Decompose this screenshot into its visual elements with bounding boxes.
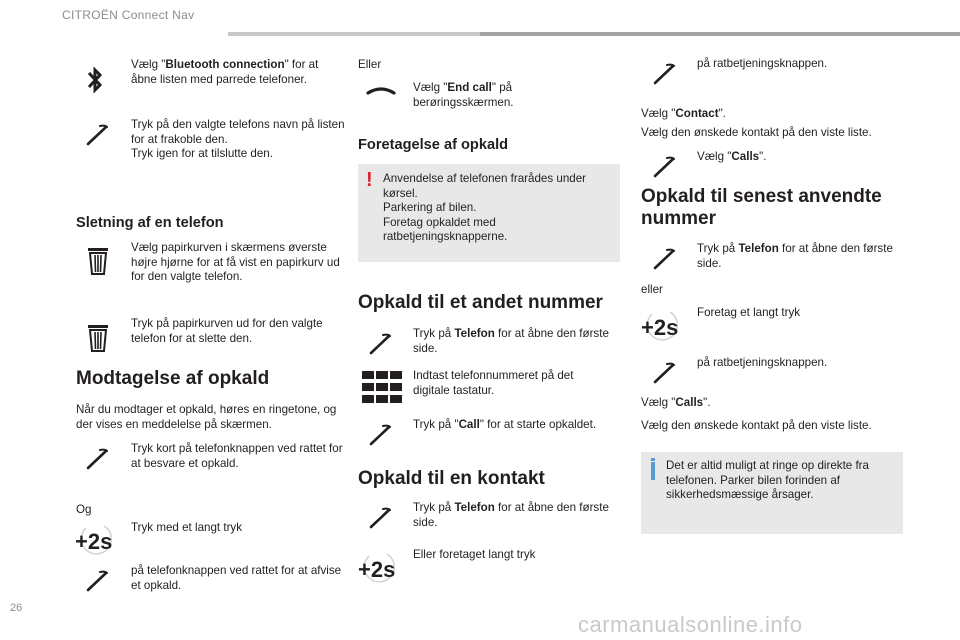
col3-p9: Vælg den ønskede kontakt på den viste liste. bbox=[641, 419, 872, 432]
tap-icon bbox=[369, 333, 393, 355]
header-rule-dark bbox=[480, 32, 960, 36]
warning-mark: ! bbox=[366, 169, 373, 191]
col1-p6: Tryk kort på telefonknappen ved rattet for at besvare et opkald. bbox=[131, 442, 343, 470]
tap-icon bbox=[86, 448, 110, 470]
col3-p5: Tryk på Telefon for at åbne den første side. bbox=[697, 242, 893, 270]
col2-p2: Tryk på Telefon for at åbne den første side. bbox=[413, 327, 609, 355]
col2-p1: Vælg "End call" på berøringsskærmen. bbox=[413, 81, 514, 109]
col1-p2: Tryk på den valgte telefons navn på listen for at frakoble den. Tryk igen for at tilslutte den. bbox=[131, 118, 345, 161]
bluetooth-icon bbox=[84, 64, 106, 96]
end-call-icon bbox=[365, 84, 397, 98]
long-press-2s-icon bbox=[74, 522, 120, 556]
col3-p6: Foretag et langt tryk bbox=[697, 306, 801, 319]
tap-icon bbox=[369, 507, 393, 529]
info-dot bbox=[651, 458, 655, 461]
col1-p5: Når du modtager et opkald, høres en ringetone, og der vises en meddelelse på skærmen. bbox=[76, 403, 337, 431]
tap-icon bbox=[653, 248, 677, 270]
svg-text:+2s: +2s bbox=[641, 315, 679, 340]
col1-p1: Vælg "Bluetooth connection" for at åbne listen med parrede telefoner. bbox=[131, 58, 319, 86]
col3-p3: Vælg den ønskede kontakt på den viste liste. bbox=[641, 126, 872, 139]
col3-p1: på ratbetjeningsknappen. bbox=[697, 57, 828, 70]
svg-text:+2s: +2s bbox=[75, 529, 113, 554]
warning-text: Anvendelse af telefonen frarådes under kørsel. Parkering af bilen. Foretag opkaldet med ratbetjeningsknapperne. bbox=[383, 172, 587, 244]
page-header bbox=[0, 0, 960, 36]
long-press-2s-icon bbox=[640, 308, 686, 342]
col3-p7: på ratbetjeningsknappen. bbox=[697, 356, 828, 369]
tap-icon bbox=[653, 63, 677, 85]
tap-icon bbox=[653, 362, 677, 384]
trash-icon bbox=[86, 323, 110, 353]
heading-call-other-number: Opkald til et andet nummer bbox=[358, 292, 603, 313]
col2-p6: Eller foretaget langt tryk bbox=[413, 548, 536, 561]
col1-p7: Tryk med et langt tryk bbox=[131, 521, 243, 534]
long-press-2s-icon bbox=[357, 550, 403, 584]
tap-icon bbox=[653, 156, 677, 178]
col3-p8: Vælg "Calls". bbox=[641, 396, 711, 409]
tap-icon bbox=[86, 570, 110, 592]
heading-call-contact: Opkald til en kontakt bbox=[358, 468, 545, 489]
tap-icon bbox=[369, 424, 393, 446]
keypad-icon bbox=[362, 371, 402, 403]
svg-text:+2s: +2s bbox=[358, 557, 396, 582]
col3-p2: Vælg "Contact". bbox=[641, 107, 726, 120]
heading-receive-call: Modtagelse af opkald bbox=[76, 368, 270, 389]
col2-p4: Tryk på "Call" for at starte opkaldet. bbox=[413, 418, 597, 431]
col2-eller: Eller bbox=[358, 58, 382, 71]
watermark: carmanualsonline.info bbox=[578, 612, 803, 637]
heading-delete-phone: Sletning af en telefon bbox=[76, 215, 224, 231]
col1-og: Og bbox=[76, 503, 92, 516]
col2-p3: Indtast telefonnummeret på det digitale tastatur. bbox=[413, 369, 574, 397]
header-title: CITROËN Connect Nav bbox=[62, 8, 195, 22]
page-number: 26 bbox=[10, 602, 23, 614]
col2-p5: Tryk på Telefon for at åbne den første side. bbox=[413, 501, 609, 529]
col1-p3: Vælg papirkurven i skærmens øverste højre hjørne for at få vist en papirkurv ud for den valgte telefon. bbox=[131, 241, 340, 284]
tap-icon bbox=[86, 124, 110, 146]
col3-p4: Vælg "Calls". bbox=[697, 150, 767, 163]
col1-p4: Tryk på papirkurven ud for den valgte telefon for at slette den. bbox=[131, 317, 323, 345]
heading-call-last-number: Opkald til senest anvendte nummer bbox=[641, 186, 882, 229]
info-mark bbox=[651, 462, 655, 480]
col1-p8: på telefonknappen ved rattet for at afvise et opkald. bbox=[131, 564, 342, 592]
col3-eller: eller bbox=[641, 283, 663, 296]
heading-make-call: Foretagelse af opkald bbox=[358, 137, 509, 153]
trash-icon bbox=[86, 246, 110, 276]
info-text: Det er altid muligt at ringe op direkte fra telefonen. Parker bilen forinden af sikkerhedsmæssige årsager. bbox=[666, 459, 869, 502]
